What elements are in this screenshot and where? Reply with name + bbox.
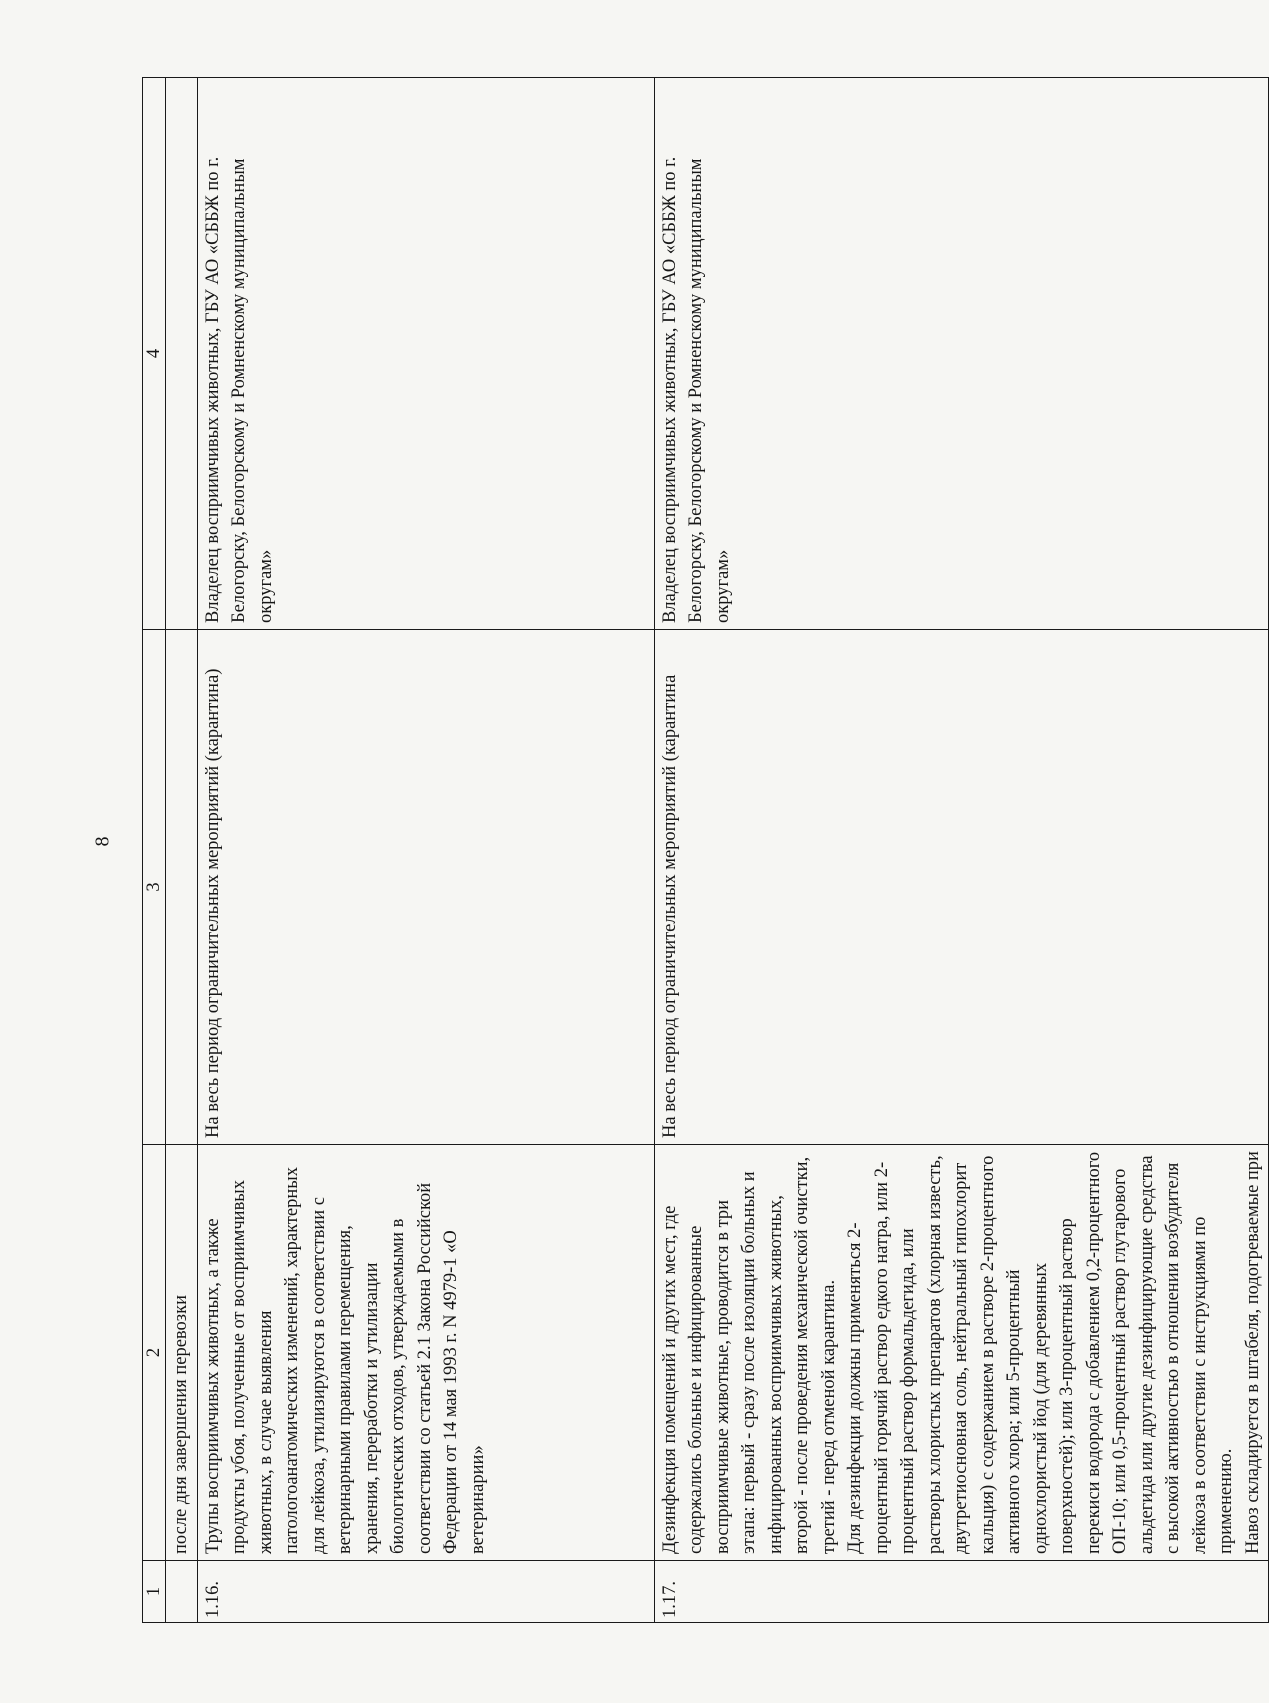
table-cell-empty <box>166 78 198 630</box>
responsible-text: Владелец восприимчивых животных, ГБУ АО «СББЖ по г. Белогорску, Белогорскому и Ромненскому муниципальным округам» <box>654 78 1269 630</box>
row-number: 1.16. <box>197 1561 654 1623</box>
column-header-3: 3 <box>143 630 166 1145</box>
column-header-1: 1 <box>143 1561 166 1623</box>
header-row <box>143 78 166 1623</box>
column-header-2: 2 <box>143 1145 166 1561</box>
table-row <box>197 78 654 1623</box>
column-header-4: 4 <box>143 78 166 630</box>
table-row-continuation <box>166 78 198 1623</box>
period-text: На весь период ограничительных мероприятий (карантина <box>654 630 1269 1145</box>
table-row <box>654 78 1269 1623</box>
table-cell-empty <box>166 1561 198 1623</box>
row-number: 1.17. <box>654 1561 1269 1623</box>
rotated-table-sheet <box>142 78 1263 1623</box>
page-number: 8 <box>91 836 114 847</box>
period-text: На весь период ограничительных мероприятий (карантина) <box>197 630 654 1145</box>
measure-text: Дезинфекция помещений и других мест, где содержались больные и инфицированные восприимчивые животные, проводится в три этапа: первый - сразу после изоляции больных и инфицированных восприимчивых животных, второй - после проведения механической очистки, третий - перед отменой карантина. Для дезинфекции должны применяться 2-процентный горячий раствор едкого натра, или 2-процентный раствор формальдегида, или растворы хлористых препаратов (хлорная известь, двутретиосновная соль, нейтральный гипохлорит кальция) с содержанием в растворе 2-процентного активного хлора; или 5-процентный однохлористый йод (для деревянных поверхностей); или 3-процентный раствор перекиси водорода с добавлением 0,2-процентного ОП-10; или 0,5-процентный раствор глутарового альдегида или другие дезинфицирующие средства с высокой активностью в отношении возбудителя лейкоза в соответствии с инструкциями по применению. Навоз складируется в штабеля, подогреваемые при <box>654 1145 1269 1561</box>
measure-text: Трупы восприимчивых животных, а также продукты убоя, полученные от восприимчивых животных, в случае выявления патологоанатомических изменений, характерных для лейкоза, утилизируются в соответствии с ветеринарными правилами перемещения, хранения, переработки и утилизации биологических отходов, утверждаемыми в соответствии со статьей 2.1 Закона Российской Федерации от 14 мая 1993 г. N 4979-1 «О ветеринарии» <box>197 1145 654 1561</box>
measures-table <box>142 77 1269 1623</box>
responsible-text: Владелец восприимчивых животных, ГБУ АО «СББЖ по г. Белогорску, Белогорскому и Ромненскому муниципальным округам» <box>197 78 654 630</box>
table-cell-continuation: после дня завершения перевозки <box>166 1145 198 1561</box>
table-cell-empty <box>166 630 198 1145</box>
